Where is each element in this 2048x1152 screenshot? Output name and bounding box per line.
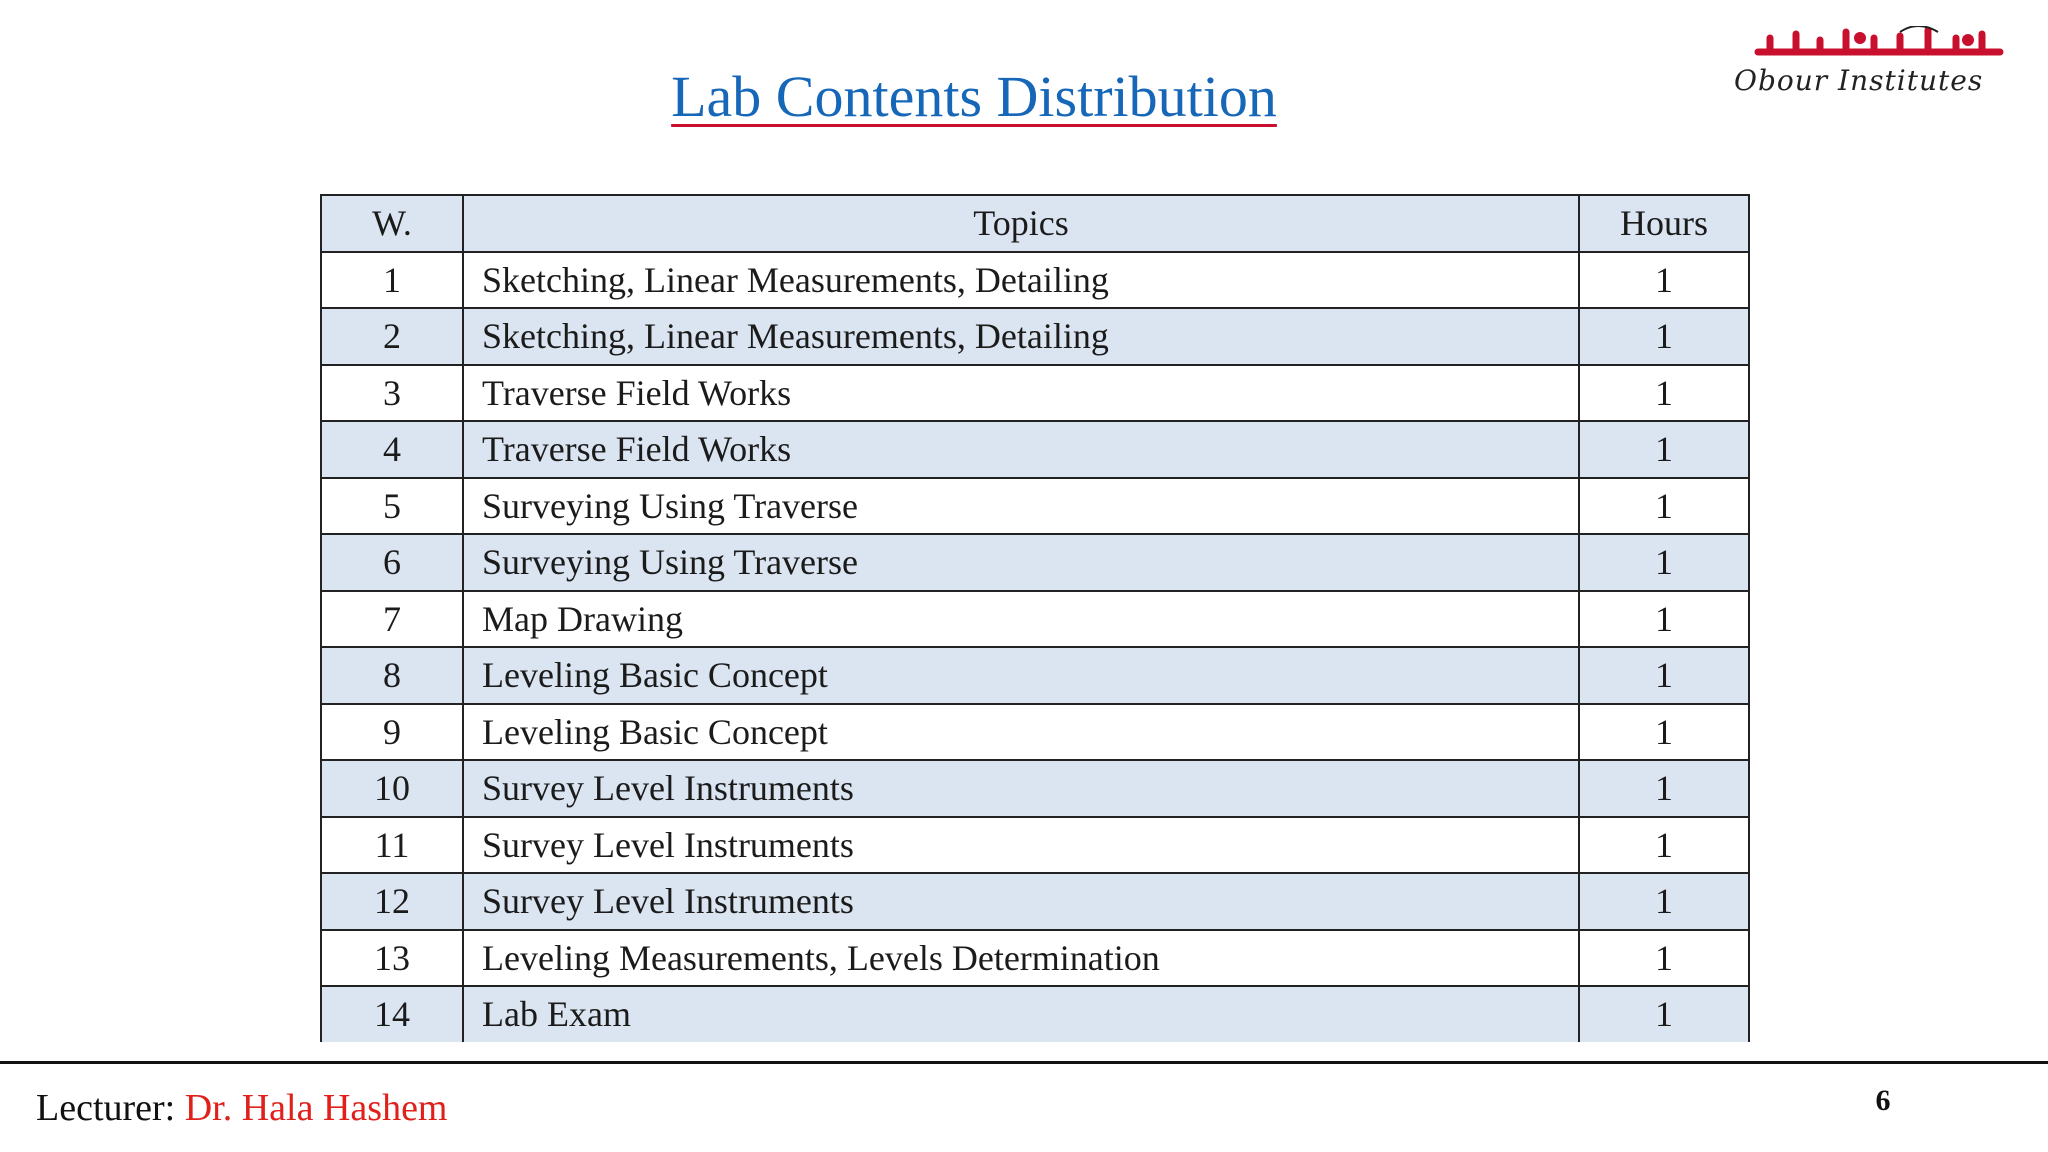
topics-column-header: Topics <box>463 195 1579 252</box>
hours-cell: 1 <box>1579 252 1749 309</box>
week-cell: 5 <box>321 478 463 535</box>
week-cell: 6 <box>321 534 463 591</box>
topic-cell: Leveling Basic Concept <box>463 647 1579 704</box>
table-row <box>321 930 1749 987</box>
topic-cell: Survey Level Instruments <box>463 873 1579 930</box>
topic-cell: Traverse Field Works <box>463 365 1579 422</box>
obour-institutes-logo <box>1720 14 2020 96</box>
topic-cell: Sketching, Linear Measurements, Detailing <box>463 308 1579 365</box>
lab-schedule-table <box>320 194 1750 1042</box>
table-row <box>321 760 1749 817</box>
table-row <box>321 252 1749 309</box>
slide-title: Lab Contents Distribution <box>671 64 1277 129</box>
week-cell: 12 <box>321 873 463 930</box>
hours-cell: 1 <box>1579 986 1749 1042</box>
lecturer-label: Lecturer: <box>36 1087 185 1129</box>
hours-cell: 1 <box>1579 817 1749 874</box>
hours-cell: 1 <box>1579 930 1749 987</box>
week-cell: 13 <box>321 930 463 987</box>
hours-cell: 1 <box>1579 647 1749 704</box>
hours-cell: 1 <box>1579 478 1749 535</box>
table-row <box>321 873 1749 930</box>
topic-cell: Lab Exam <box>463 986 1579 1042</box>
week-cell: 9 <box>321 704 463 761</box>
hours-column-header: Hours <box>1579 195 1749 252</box>
hours-cell: 1 <box>1579 534 1749 591</box>
hours-cell: 1 <box>1579 365 1749 422</box>
week-cell: 3 <box>321 365 463 422</box>
lecturer-name: Dr. Hala Hashem <box>184 1087 448 1129</box>
table-row <box>321 591 1749 648</box>
lecturer-credit <box>36 1084 448 1132</box>
week-cell: 7 <box>321 591 463 648</box>
topic-cell: Traverse Field Works <box>463 421 1579 478</box>
hours-cell: 1 <box>1579 591 1749 648</box>
hours-cell: 1 <box>1579 873 1749 930</box>
week-cell: 10 <box>321 760 463 817</box>
week-cell: 8 <box>321 647 463 704</box>
hours-cell: 1 <box>1579 760 1749 817</box>
page-number: 6 <box>1875 1084 1891 1117</box>
topic-cell: Surveying Using Traverse <box>463 478 1579 535</box>
week-column-header: W. <box>321 195 463 252</box>
topic-cell: Leveling Basic Concept <box>463 704 1579 761</box>
topic-cell: Survey Level Instruments <box>463 760 1579 817</box>
table-row <box>321 534 1749 591</box>
topic-cell: Survey Level Instruments <box>463 817 1579 874</box>
footer-divider <box>0 1061 2048 1064</box>
week-cell: 11 <box>321 817 463 874</box>
table-row <box>321 647 1749 704</box>
week-cell: 4 <box>321 421 463 478</box>
hours-cell: 1 <box>1579 704 1749 761</box>
week-cell: 1 <box>321 252 463 309</box>
topic-cell: Leveling Measurements, Levels Determination <box>463 930 1579 987</box>
table-row <box>321 365 1749 422</box>
hours-cell: 1 <box>1579 308 1749 365</box>
table-header-row <box>321 195 1749 252</box>
table-row <box>321 308 1749 365</box>
table-row <box>321 704 1749 761</box>
topic-cell: Sketching, Linear Measurements, Detailing <box>463 252 1579 309</box>
table-row <box>321 817 1749 874</box>
topic-cell: Map Drawing <box>463 591 1579 648</box>
logo-latin-wordmark: Obour Institutes <box>1734 64 1984 97</box>
table-row <box>321 478 1749 535</box>
logo-arabic-wordmark <box>1750 26 2010 60</box>
table-row <box>321 421 1749 478</box>
topic-cell: Surveying Using Traverse <box>463 534 1579 591</box>
table-row <box>321 986 1749 1042</box>
week-cell: 2 <box>321 308 463 365</box>
hours-cell: 1 <box>1579 421 1749 478</box>
week-cell: 14 <box>321 986 463 1042</box>
